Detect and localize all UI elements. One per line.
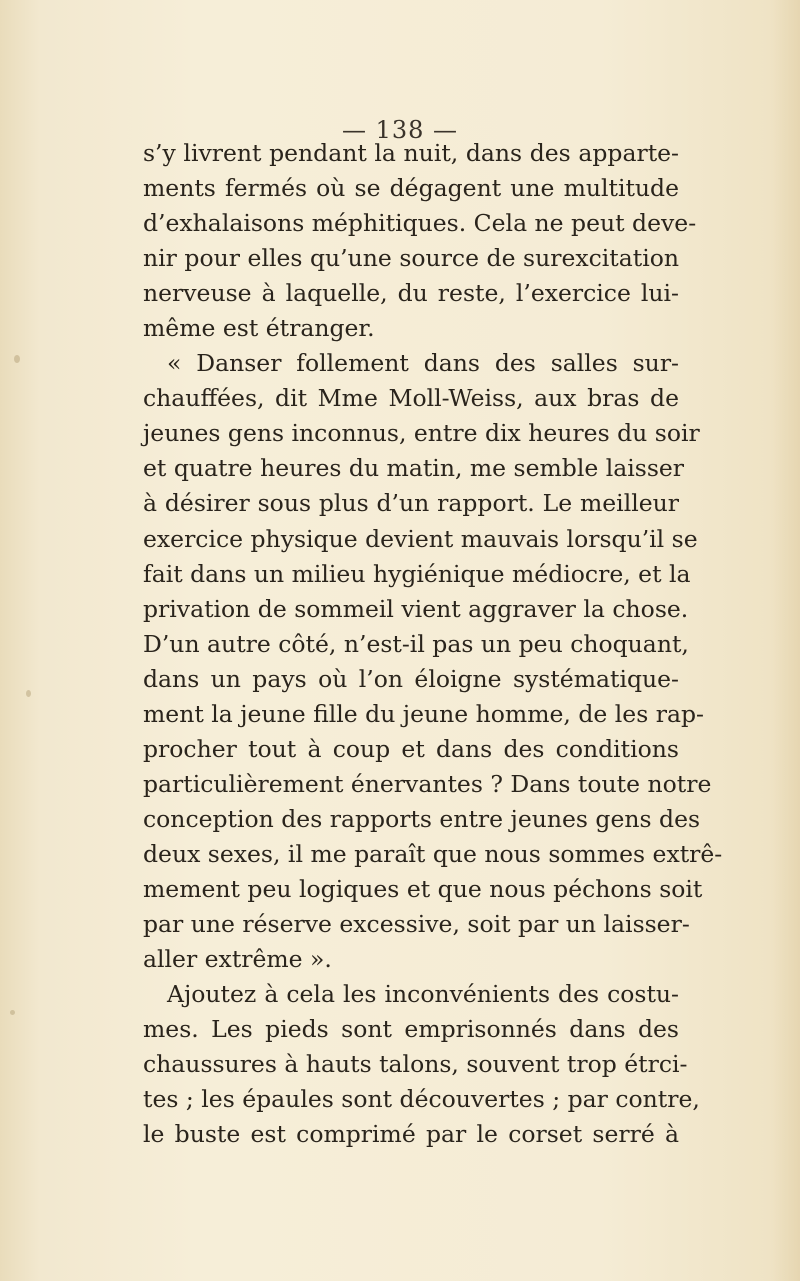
- text-line: Ajoutez à cela les inconvénients des costu-: [167, 980, 679, 1009]
- paper-speck: [10, 1010, 15, 1015]
- text-line: et quatre heures du matin, me semble laisser: [143, 454, 685, 483]
- text-line: d’exhalaisons méphitiques. Cela ne peut deve-: [143, 209, 697, 238]
- text-line: D’un autre côté, n’est-il pas un peu choquant,: [143, 629, 689, 658]
- text-line: ments fermés où se dégagent une multitude: [143, 174, 679, 203]
- paper-speck: [26, 690, 31, 697]
- text-line: particulièrement énervantes ? Dans toute notre: [143, 769, 712, 798]
- text-line: jeunes gens inconnus, entre dix heures du soir: [143, 419, 700, 448]
- text-line: fait dans un milieu hygiénique médiocre, et la: [143, 559, 691, 588]
- text-line: conception des rapports entre jeunes gens des: [143, 804, 701, 833]
- text-line: mes. Les pieds sont emprisonnés dans des: [143, 1015, 679, 1044]
- text-line: nir pour elles qu’une source de surexcitation: [143, 244, 679, 273]
- text-line: à désirer sous plus d’un rapport. Le meilleur: [143, 489, 679, 518]
- text-line: exercice physique devient mauvais lorsqu’il se: [143, 524, 698, 553]
- text-line: deux sexes, il me paraît que nous sommes extrê-: [143, 839, 723, 868]
- text-line: chauffées, dit Mme Moll-Weiss, aux bras de: [143, 384, 679, 413]
- text-line: dans un pays où l’on éloigne systématique-: [143, 664, 679, 693]
- text-line: le buste est comprimé par le corset serré à: [143, 1120, 679, 1149]
- text-line: tes ; les épaules sont découvertes ; par contre,: [143, 1085, 700, 1114]
- body-text: [143, 136, 723, 1152]
- text-line: même est étranger.: [143, 314, 375, 343]
- text-line: procher tout à coup et dans des conditions: [143, 734, 679, 763]
- text-line: par une réserve excessive, soit par un laisser-: [143, 910, 690, 939]
- text-line: aller extrême ».: [143, 945, 332, 974]
- paper-speck: [14, 355, 20, 363]
- text-line: privation de sommeil vient aggraver la chose.: [143, 594, 689, 623]
- text-line: « Danser follement dans des salles sur-: [167, 349, 679, 378]
- page-number: — 138 —: [341, 116, 459, 144]
- text-line: chaussures à hauts talons, souvent trop étrci-: [143, 1050, 688, 1079]
- text-line: mement peu logiques et que nous péchons soit: [143, 874, 703, 903]
- text-line: s’y livrent pendant la nuit, dans des apparte-: [143, 139, 679, 167]
- text-line: nerveuse à laquelle, du reste, l’exercice lui-: [143, 279, 679, 308]
- text-line: ment la jeune fille du jeune homme, de les rap-: [143, 699, 704, 728]
